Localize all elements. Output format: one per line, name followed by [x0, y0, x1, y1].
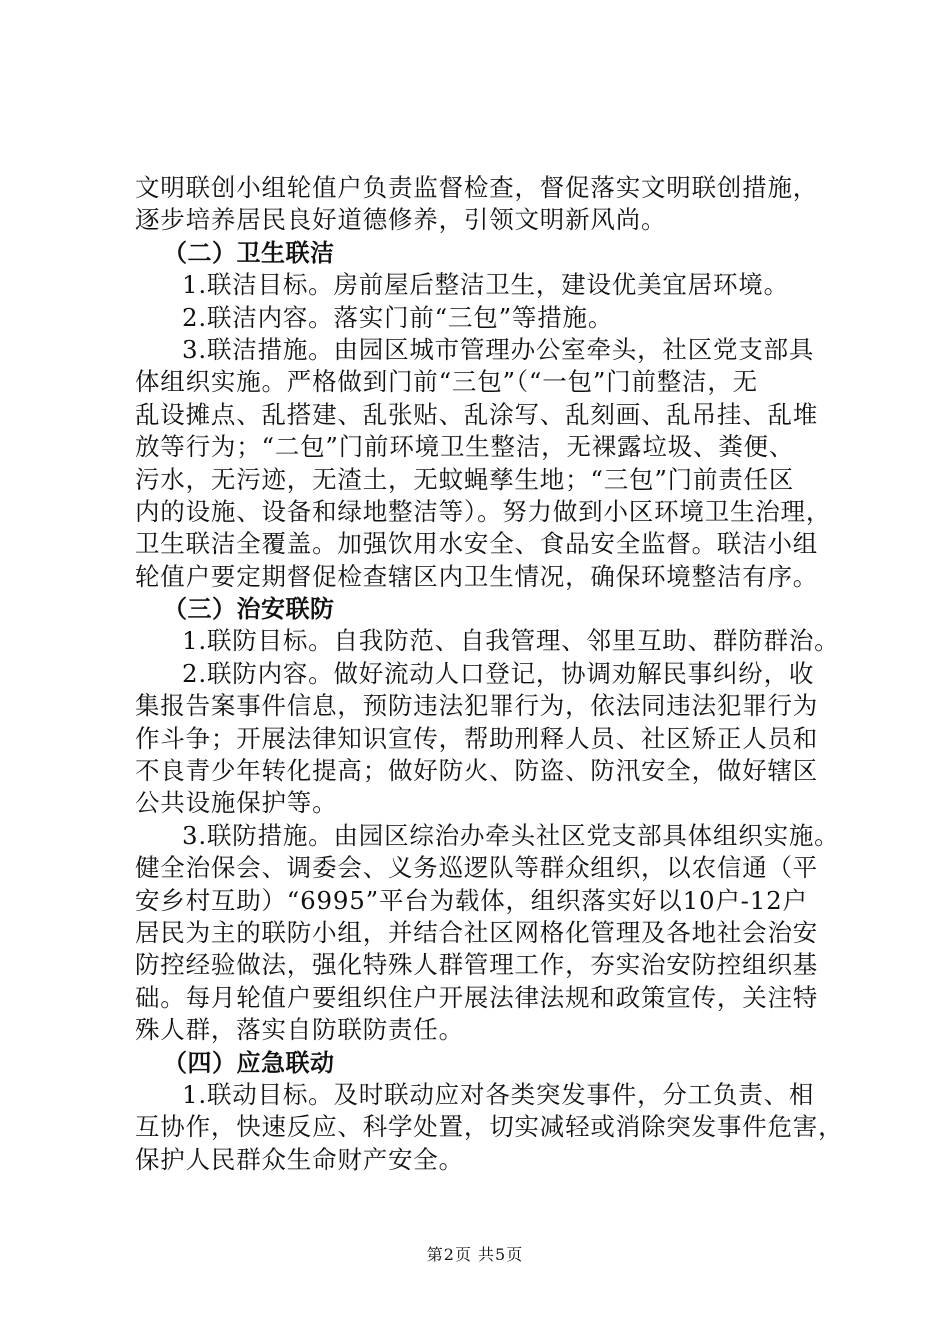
paragraph-line: 2.联洁内容。落实门前“三包”等措施。: [182, 302, 614, 332]
paragraph-line: 防控经验做法，强化特殊人群管理工作，夯实治安防控组织基: [135, 950, 819, 980]
paragraph-line: 殊人群，落实自防联防责任。: [135, 1015, 464, 1045]
paragraph-line: 1.联洁目标。房前屋后整洁卫生，建设优美宜居环境。: [182, 270, 789, 300]
paragraph-line: 放等行为；“二包”门前环境卫生整洁，无裸露垃圾、粪便、: [135, 432, 795, 462]
paragraph-line: 健全治保会、调委会、义务巡逻队等群众组织，以农信通（平: [135, 853, 819, 883]
paragraph-line: 1.联动目标。及时联动应对各类突发事件，分工负责、相: [182, 1079, 815, 1109]
paragraph-line: 污水，无污迹，无渣土，无蚊蝇孳生地；“三包”门前责任区: [135, 464, 795, 494]
paragraph-line: 体组织实施。严格做到门前“三包”（“一包”门前整洁，无: [135, 367, 758, 397]
paragraph-line: 居民为主的联防小组，并结合社区网格化管理及各地社会治安: [135, 917, 819, 947]
paragraph-line: 3.联防措施。由园区综治办牵头社区党支部具体组织实施。: [182, 820, 840, 850]
section-heading: （三）治安联防: [163, 595, 335, 624]
page-footer: 第2页 共5页: [426, 1245, 524, 1264]
paragraph-line: 文明联创小组轮值户负责监督检查，督促落实文明联创措施，: [135, 173, 819, 202]
paragraph-line: 保护人民群众生命财产安全。: [135, 1144, 464, 1174]
paragraph-line: 互协作，快速反应、科学处置，切实减轻或消除突发事件危害，: [135, 1112, 844, 1142]
paragraph-line: 逐步培养居民良好道德修养，引领文明新风尚。: [135, 205, 667, 235]
paragraph-line: 础。每月轮值户要组织住户开展法律法规和政策宣传，关注特: [135, 982, 819, 1012]
paragraph-line: 3.联洁措施。由园区城市管理办公室牵头，社区党支部具: [182, 334, 815, 364]
document-body: [135, 172, 844, 1176]
paragraph-line: 乱设摊点、乱搭建、乱张贴、乱涂写、乱刻画、乱吊挂、乱堆: [135, 399, 819, 429]
paragraph-line: 1.联防目标。自我防范、自我管理、邻里互助、群防群治。: [182, 626, 840, 656]
paragraph-line: 安乡村互助）“6995”平台为载体，组织落实好以10户-12户: [135, 885, 808, 915]
paragraph-line: 内的设施、设备和绿地整洁等）。努力做到小区环境卫生治理，: [135, 496, 832, 526]
paragraph-line: 不良青少年转化提高；做好防火、防盗、防汛安全，做好辖区: [135, 756, 819, 786]
section-heading: （四）应急联动: [163, 1048, 335, 1077]
section-heading: （二）卫生联洁: [163, 238, 335, 267]
paragraph-line: 集报告案事件信息，预防违法犯罪行为，依法同违法犯罪行为: [135, 691, 819, 721]
paragraph-line: 2.联防内容。做好流动人口登记，协调劝解民事纠纷，收: [182, 658, 815, 688]
paragraph-line: 作斗争；开展法律知识宣传，帮助刑释人员、社区矫正人员和: [135, 723, 819, 753]
paragraph-line: 轮值户要定期督促检查辖区内卫生情况，确保环境整洁有序。: [135, 561, 819, 591]
paragraph-line: 公共设施保护等。: [135, 788, 338, 818]
paragraph-line: 卫生联洁全覆盖。加强饮用水安全、食品安全监督。联洁小组: [135, 529, 819, 559]
